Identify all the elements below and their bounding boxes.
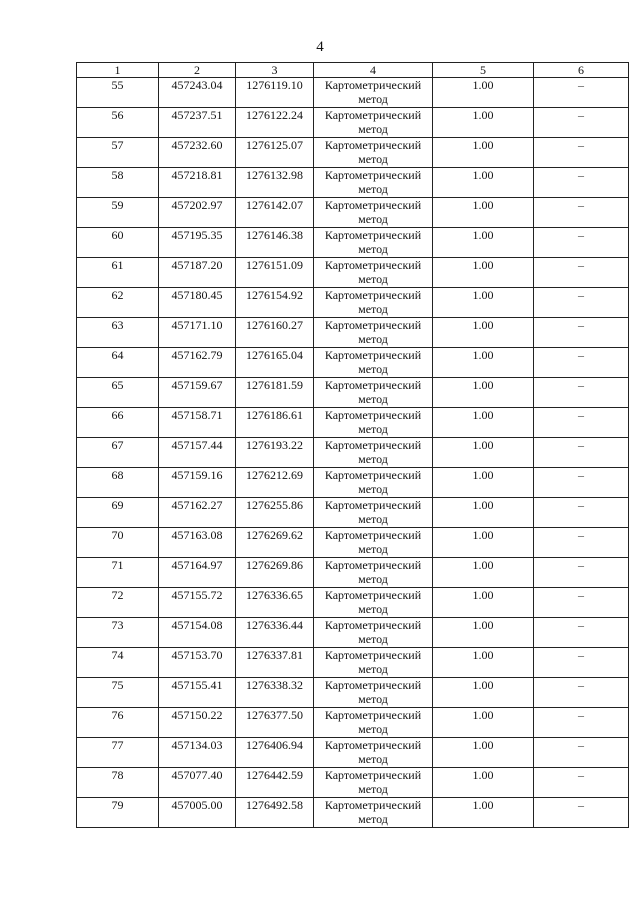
accuracy-cell: 1.00 bbox=[433, 378, 534, 408]
accuracy-cell: 1.00 bbox=[433, 258, 534, 288]
header-cell: 6 bbox=[534, 63, 629, 78]
y-coordinate-cell: 1276132.98 bbox=[236, 168, 314, 198]
table-row bbox=[77, 768, 629, 798]
x-coordinate-cell: 457163.08 bbox=[159, 528, 236, 558]
note-cell: – bbox=[534, 378, 629, 408]
note-cell: – bbox=[534, 198, 629, 228]
method-cell: Картометрический метод bbox=[314, 408, 433, 438]
table-row bbox=[77, 618, 629, 648]
method-cell: Картометрический метод bbox=[314, 198, 433, 228]
table-row bbox=[77, 198, 629, 228]
accuracy-cell: 1.00 bbox=[433, 588, 534, 618]
accuracy-cell: 1.00 bbox=[433, 738, 534, 768]
accuracy-cell: 1.00 bbox=[433, 648, 534, 678]
y-coordinate-cell: 1276165.04 bbox=[236, 348, 314, 378]
accuracy-cell: 1.00 bbox=[433, 108, 534, 138]
note-cell: – bbox=[534, 678, 629, 708]
point-number-cell: 69 bbox=[77, 498, 159, 528]
accuracy-cell: 1.00 bbox=[433, 798, 534, 828]
note-cell: – bbox=[534, 258, 629, 288]
point-number-cell: 67 bbox=[77, 438, 159, 468]
page-number: 4 bbox=[316, 39, 324, 55]
method-cell: Картометрический метод bbox=[314, 498, 433, 528]
point-number-cell: 72 bbox=[77, 588, 159, 618]
method-cell: Картометрический метод bbox=[314, 618, 433, 648]
y-coordinate-cell: 1276125.07 bbox=[236, 138, 314, 168]
note-cell: – bbox=[534, 618, 629, 648]
y-coordinate-cell: 1276212.69 bbox=[236, 468, 314, 498]
note-cell: – bbox=[534, 768, 629, 798]
table-body bbox=[77, 78, 629, 828]
method-cell: Картометрический метод bbox=[314, 318, 433, 348]
header-row bbox=[77, 63, 629, 78]
table-row bbox=[77, 348, 629, 378]
x-coordinate-cell: 457195.35 bbox=[159, 228, 236, 258]
accuracy-cell: 1.00 bbox=[433, 288, 534, 318]
accuracy-cell: 1.00 bbox=[433, 438, 534, 468]
point-number-cell: 70 bbox=[77, 528, 159, 558]
table-row bbox=[77, 648, 629, 678]
point-number-cell: 79 bbox=[77, 798, 159, 828]
y-coordinate-cell: 1276442.59 bbox=[236, 768, 314, 798]
point-number-cell: 65 bbox=[77, 378, 159, 408]
point-number-cell: 63 bbox=[77, 318, 159, 348]
y-coordinate-cell: 1276119.10 bbox=[236, 78, 314, 108]
accuracy-cell: 1.00 bbox=[433, 678, 534, 708]
y-coordinate-cell: 1276122.24 bbox=[236, 108, 314, 138]
note-cell: – bbox=[534, 348, 629, 378]
note-cell: – bbox=[534, 408, 629, 438]
method-cell: Картометрический метод bbox=[314, 798, 433, 828]
table-row bbox=[77, 498, 629, 528]
accuracy-cell: 1.00 bbox=[433, 558, 534, 588]
x-coordinate-cell: 457155.72 bbox=[159, 588, 236, 618]
x-coordinate-cell: 457162.27 bbox=[159, 498, 236, 528]
accuracy-cell: 1.00 bbox=[433, 318, 534, 348]
y-coordinate-cell: 1276255.86 bbox=[236, 498, 314, 528]
point-number-cell: 64 bbox=[77, 348, 159, 378]
point-number-cell: 57 bbox=[77, 138, 159, 168]
x-coordinate-cell: 457187.20 bbox=[159, 258, 236, 288]
y-coordinate-cell: 1276146.38 bbox=[236, 228, 314, 258]
y-coordinate-cell: 1276269.62 bbox=[236, 528, 314, 558]
coordinates-table bbox=[76, 62, 629, 828]
accuracy-cell: 1.00 bbox=[433, 618, 534, 648]
header-cell: 5 bbox=[433, 63, 534, 78]
header-cell: 4 bbox=[314, 63, 433, 78]
method-cell: Картометрический метод bbox=[314, 168, 433, 198]
accuracy-cell: 1.00 bbox=[433, 228, 534, 258]
x-coordinate-cell: 457154.08 bbox=[159, 618, 236, 648]
accuracy-cell: 1.00 bbox=[433, 348, 534, 378]
table-row bbox=[77, 78, 629, 108]
note-cell: – bbox=[534, 648, 629, 678]
accuracy-cell: 1.00 bbox=[433, 78, 534, 108]
x-coordinate-cell: 457164.97 bbox=[159, 558, 236, 588]
table-row bbox=[77, 708, 629, 738]
x-coordinate-cell: 457159.16 bbox=[159, 468, 236, 498]
table-row bbox=[77, 258, 629, 288]
point-number-cell: 59 bbox=[77, 198, 159, 228]
x-coordinate-cell: 457202.97 bbox=[159, 198, 236, 228]
y-coordinate-cell: 1276336.44 bbox=[236, 618, 314, 648]
method-cell: Картометрический метод bbox=[314, 348, 433, 378]
x-coordinate-cell: 457162.79 bbox=[159, 348, 236, 378]
table-row bbox=[77, 468, 629, 498]
y-coordinate-cell: 1276151.09 bbox=[236, 258, 314, 288]
table-row bbox=[77, 138, 629, 168]
x-coordinate-cell: 457134.03 bbox=[159, 738, 236, 768]
table-row bbox=[77, 108, 629, 138]
x-coordinate-cell: 457077.40 bbox=[159, 768, 236, 798]
point-number-cell: 68 bbox=[77, 468, 159, 498]
x-coordinate-cell: 457155.41 bbox=[159, 678, 236, 708]
point-number-cell: 56 bbox=[77, 108, 159, 138]
method-cell: Картометрический метод bbox=[314, 588, 433, 618]
table-row bbox=[77, 438, 629, 468]
y-coordinate-cell: 1276337.81 bbox=[236, 648, 314, 678]
point-number-cell: 58 bbox=[77, 168, 159, 198]
accuracy-cell: 1.00 bbox=[433, 768, 534, 798]
y-coordinate-cell: 1276181.59 bbox=[236, 378, 314, 408]
note-cell: – bbox=[534, 78, 629, 108]
point-number-cell: 62 bbox=[77, 288, 159, 318]
y-coordinate-cell: 1276186.61 bbox=[236, 408, 314, 438]
method-cell: Картометрический метод bbox=[314, 708, 433, 738]
x-coordinate-cell: 457243.04 bbox=[159, 78, 236, 108]
note-cell: – bbox=[534, 318, 629, 348]
note-cell: – bbox=[534, 558, 629, 588]
method-cell: Картометрический метод bbox=[314, 558, 433, 588]
method-cell: Картометрический метод bbox=[314, 78, 433, 108]
table-row bbox=[77, 288, 629, 318]
note-cell: – bbox=[534, 498, 629, 528]
x-coordinate-cell: 457237.51 bbox=[159, 108, 236, 138]
table-row bbox=[77, 168, 629, 198]
x-coordinate-cell: 457150.22 bbox=[159, 708, 236, 738]
y-coordinate-cell: 1276492.58 bbox=[236, 798, 314, 828]
point-number-cell: 78 bbox=[77, 768, 159, 798]
note-cell: – bbox=[534, 288, 629, 318]
y-coordinate-cell: 1276160.27 bbox=[236, 318, 314, 348]
table-row bbox=[77, 798, 629, 828]
accuracy-cell: 1.00 bbox=[433, 708, 534, 738]
table-header bbox=[77, 63, 629, 78]
table-row bbox=[77, 228, 629, 258]
note-cell: – bbox=[534, 138, 629, 168]
note-cell: – bbox=[534, 438, 629, 468]
y-coordinate-cell: 1276406.94 bbox=[236, 738, 314, 768]
table-row bbox=[77, 678, 629, 708]
table-row bbox=[77, 528, 629, 558]
accuracy-cell: 1.00 bbox=[433, 168, 534, 198]
method-cell: Картометрический метод bbox=[314, 138, 433, 168]
method-cell: Картометрический метод bbox=[314, 438, 433, 468]
x-coordinate-cell: 457218.81 bbox=[159, 168, 236, 198]
note-cell: – bbox=[534, 588, 629, 618]
method-cell: Картометрический метод bbox=[314, 468, 433, 498]
point-number-cell: 61 bbox=[77, 258, 159, 288]
x-coordinate-cell: 457171.10 bbox=[159, 318, 236, 348]
accuracy-cell: 1.00 bbox=[433, 138, 534, 168]
point-number-cell: 75 bbox=[77, 678, 159, 708]
x-coordinate-cell: 457157.44 bbox=[159, 438, 236, 468]
y-coordinate-cell: 1276154.92 bbox=[236, 288, 314, 318]
note-cell: – bbox=[534, 108, 629, 138]
header-cell: 2 bbox=[159, 63, 236, 78]
x-coordinate-cell: 457158.71 bbox=[159, 408, 236, 438]
point-number-cell: 76 bbox=[77, 708, 159, 738]
y-coordinate-cell: 1276336.65 bbox=[236, 588, 314, 618]
table-row bbox=[77, 588, 629, 618]
x-coordinate-cell: 457232.60 bbox=[159, 138, 236, 168]
point-number-cell: 74 bbox=[77, 648, 159, 678]
x-coordinate-cell: 457153.70 bbox=[159, 648, 236, 678]
method-cell: Картометрический метод bbox=[314, 228, 433, 258]
method-cell: Картометрический метод bbox=[314, 108, 433, 138]
method-cell: Картометрический метод bbox=[314, 378, 433, 408]
y-coordinate-cell: 1276338.32 bbox=[236, 678, 314, 708]
method-cell: Картометрический метод bbox=[314, 648, 433, 678]
point-number-cell: 66 bbox=[77, 408, 159, 438]
point-number-cell: 73 bbox=[77, 618, 159, 648]
accuracy-cell: 1.00 bbox=[433, 498, 534, 528]
table-row bbox=[77, 738, 629, 768]
note-cell: – bbox=[534, 708, 629, 738]
x-coordinate-cell: 457159.67 bbox=[159, 378, 236, 408]
accuracy-cell: 1.00 bbox=[433, 468, 534, 498]
table-row bbox=[77, 408, 629, 438]
method-cell: Картометрический метод bbox=[314, 258, 433, 288]
method-cell: Картометрический метод bbox=[314, 678, 433, 708]
accuracy-cell: 1.00 bbox=[433, 198, 534, 228]
y-coordinate-cell: 1276269.86 bbox=[236, 558, 314, 588]
x-coordinate-cell: 457180.45 bbox=[159, 288, 236, 318]
point-number-cell: 55 bbox=[77, 78, 159, 108]
point-number-cell: 71 bbox=[77, 558, 159, 588]
method-cell: Картометрический метод bbox=[314, 738, 433, 768]
note-cell: – bbox=[534, 798, 629, 828]
header-cell: 1 bbox=[77, 63, 159, 78]
note-cell: – bbox=[534, 738, 629, 768]
header-cell: 3 bbox=[236, 63, 314, 78]
table-row bbox=[77, 378, 629, 408]
note-cell: – bbox=[534, 468, 629, 498]
point-number-cell: 77 bbox=[77, 738, 159, 768]
method-cell: Картометрический метод bbox=[314, 528, 433, 558]
note-cell: – bbox=[534, 168, 629, 198]
accuracy-cell: 1.00 bbox=[433, 528, 534, 558]
accuracy-cell: 1.00 bbox=[433, 408, 534, 438]
note-cell: – bbox=[534, 228, 629, 258]
point-number-cell: 60 bbox=[77, 228, 159, 258]
table-row bbox=[77, 558, 629, 588]
x-coordinate-cell: 457005.00 bbox=[159, 798, 236, 828]
table-row bbox=[77, 318, 629, 348]
note-cell: – bbox=[534, 528, 629, 558]
method-cell: Картометрический метод bbox=[314, 288, 433, 318]
y-coordinate-cell: 1276193.22 bbox=[236, 438, 314, 468]
y-coordinate-cell: 1276142.07 bbox=[236, 198, 314, 228]
method-cell: Картометрический метод bbox=[314, 768, 433, 798]
y-coordinate-cell: 1276377.50 bbox=[236, 708, 314, 738]
